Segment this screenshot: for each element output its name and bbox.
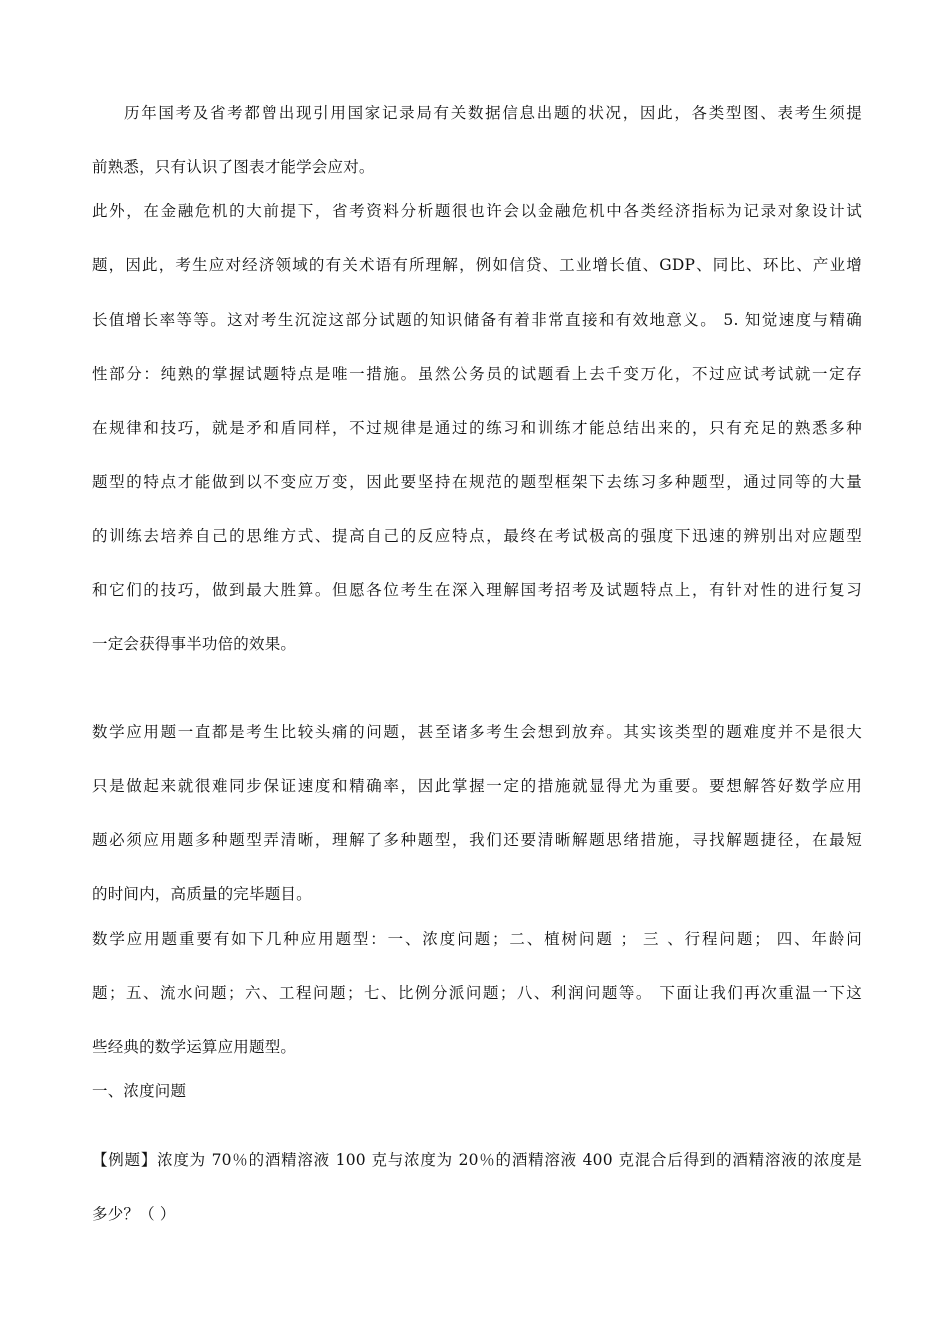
paragraph-4-line-2: 题；五、流水问题；六、工程问题；七、比例分派问题；八、利润问题等。 下面让我们再次重温一下这 [92, 984, 862, 1002]
paragraph-2-line-8: 和它们的技巧，做到最大胜算。但愿各位考生在深入理解国考招考及试题特点上，有针对性的进行复习 [92, 581, 862, 599]
paragraph-4-line-1: 数学应用题重要有如下几种应用题型：一、浓度问题；二、植树问题 ； 三 、行程问题； 四、年龄问 [92, 930, 862, 948]
paragraph-3-line-1: 数学应用题一直都是考生比较头痛的问题，甚至诸多考生会想到放弃。其实该类型的题难度并不是很大 [92, 723, 862, 741]
paragraph-2-line-1: 此外，在金融危机的大前提下，省考资料分析题很也许会以金融危机中各类经济指标为记录对象设计试 [92, 202, 862, 220]
paragraph-2-line-6: 题型的特点才能做到以不变应万变，因此要坚持在规范的题型框架下去练习多种题型，通过同等的大量 [92, 473, 862, 491]
paragraph-2-line-3: 长值增长率等等。这对考生沉淀这部分试题的知识储备有着非常直接和有效地意义。 5. 知觉速度与精确 [92, 311, 862, 329]
paragraph-4-line-3: 些经典的数学运算应用题型。 [92, 1038, 297, 1056]
paragraph-2-line-9: 一定会获得事半功倍的效果。 [92, 635, 297, 653]
paragraph-2-line-4: 性部分：纯熟的掌握试题特点是唯一措施。虽然公务员的试题看上去千变万化，不过应试考试就一定存 [92, 365, 862, 383]
paragraph-2-line-2: 题，因此，考生应对经济领域的有关术语有所理解，例如信贷、工业增长值、GDP、同比、环比、产业增 [92, 256, 862, 274]
paragraph-3-line-2: 只是做起来就很难同步保证速度和精确率，因此掌握一定的措施就显得尤为重要。要想解答好数学应用 [92, 777, 862, 795]
example-line-2: 多少？（ ） [92, 1205, 176, 1223]
paragraph-1-line-2: 前熟悉，只有认识了图表才能学会应对。 [92, 158, 375, 176]
paragraph-2-line-5: 在规律和技巧，就是矛和盾同样，不过规律是通过的练习和训练才能总结出来的，只有充足的熟悉多种 [92, 419, 862, 437]
paragraph-3-line-3: 题必须应用题多种题型弄清晰，理解了多种题型，我们还要清晰解题思绪措施，寻找解题捷径，在最短 [92, 831, 862, 849]
section-heading: 一、浓度问题 [92, 1082, 187, 1100]
paragraph-1-line-1: 历年国考及省考都曾出现引用国家记录局有关数据信息出题的状况，因此，各类型图、表考生须提 [124, 104, 862, 122]
paragraph-3-line-4: 的时间内，高质量的完毕题目。 [92, 885, 312, 903]
example-line-1: 【例题】浓度为 70％的酒精溶液 100 克与浓度为 20％的酒精溶液 400 克混合后得到的酒精溶液的浓度是 [92, 1151, 862, 1169]
paragraph-2-line-7: 的训练去培养自己的思维方式、提高自己的反应特点，最终在考试极高的强度下迅速的辨别出对应题型 [92, 527, 862, 545]
